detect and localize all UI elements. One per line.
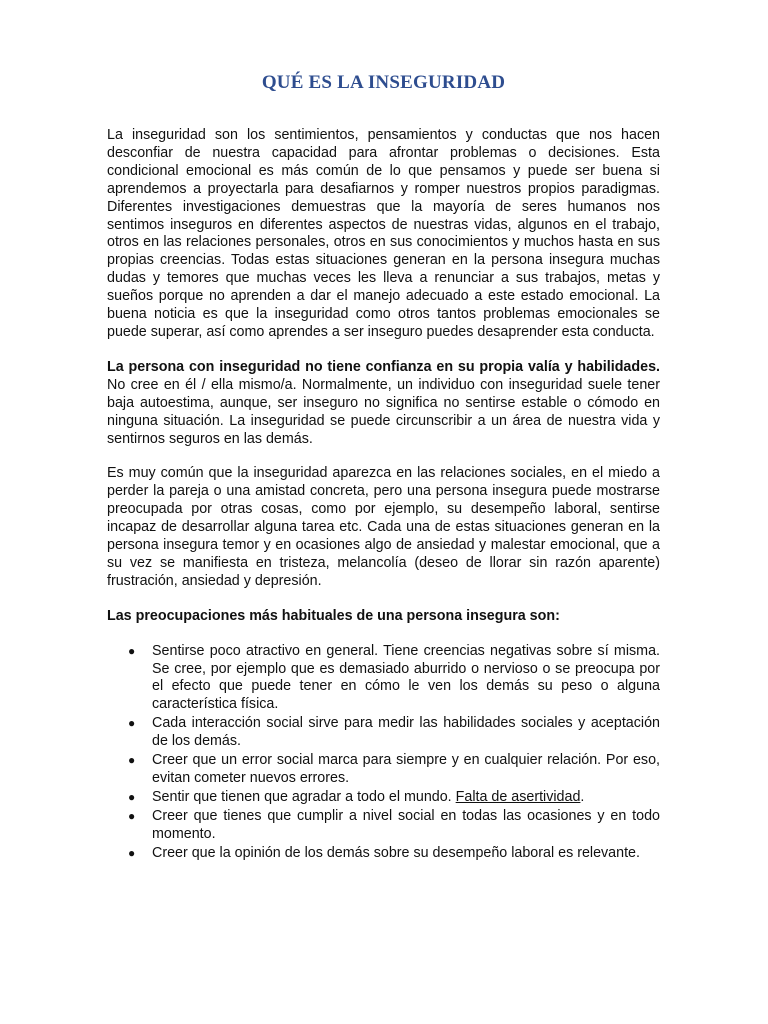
list-item — [107, 715, 660, 751]
list-item — [107, 789, 660, 807]
list-item-text: Creer que la opinión de los demás sobre su desempeño laboral es relevante. — [152, 844, 640, 861]
worries-list — [107, 643, 660, 863]
list-heading: Las preocupaciones más habituales de una persona insegura son: — [107, 607, 560, 624]
list-item-text: Cada interacción social sirve para medir las habilidades sociales y aceptación de los demás. — [152, 715, 660, 750]
bullet-icon: ● — [128, 808, 136, 823]
list-item-text: Sentir que tienen que agradar a todo el mundo. — [152, 788, 456, 805]
list-item-text: Creer que un error social marca para siempre y en cualquier relación. Por eso, evitan cometer nuevos errores. — [152, 752, 660, 786]
paragraph-intro: La inseguridad son los sentimientos, pensamientos y conductas que nos hacen desconfiar de nuestra capacidad para afrontar problemas o decisiones. Esta condicional emocional es más común de lo que pensamos y puede ser buena si aprendemos a proyectarla para desafiarnos y romper nuestros propios paradigmas. Diferentes investigaciones demuestras que la mayoría de seres humanos nos sentimos inseguros en diferentes aspectos de nuestras vidas, algunos en el trabajo, otros en las relaciones personales, otros en sus conocimientos y muchos hasta en sus propias creencias. Todas estas situaciones generan en la persona insegura muchas dudas y temores que muchas veces les lleva a renunciar a sus trabajos, metas y sueños porque no aprenden a dar el manejo adecuado a este estado emocional. La buena noticia es que la inseguridad como otros tantos problemas emocionales se puede superar, así como aprendes a ser inseguro puedes desaprender esta conducta. — [107, 127, 660, 340]
document-title: QUÉ ES LA INSEGURIDAD — [261, 72, 506, 93]
document-page — [107, 0, 660, 864]
list-item — [107, 845, 660, 863]
assertiveness-link[interactable]: Falta de asertividad — [455, 788, 581, 805]
list-item — [107, 752, 660, 788]
bullet-icon: ● — [128, 643, 136, 658]
list-item-text: Creer que tienes que cumplir a nivel social en todas las ocasiones y en todo momento. — [152, 807, 660, 842]
list-item — [107, 808, 660, 844]
paragraph-confidence — [107, 359, 660, 449]
list-item-text-end: . — [580, 788, 585, 805]
bullet-icon: ● — [128, 845, 136, 860]
paragraph-confidence-rest: No cree en él / ella mismo/a. Normalmente, un individuo con inseguridad suele tener baja autoestima, aunque, ser inseguro no significa no sentirse estable o cómodo en ninguna situación. La inseguridad se puede circunscribir a un área de nuestra vida y sentirnos seguros en las demás. — [107, 376, 660, 447]
list-item-text: Sentirse poco atractivo en general. Tiene creencias negativas sobre sí misma. Se cree, por ejemplo que es demasiado aburrido o nervioso o se preocupa por el efecto que puede tener en cómo le ven los demás su peso o alguna característica física. — [152, 642, 660, 713]
bullet-icon: ● — [128, 753, 136, 768]
paragraph-confidence-bold: La persona con inseguridad no tiene confianza en su propia valía y habilidades. — [107, 358, 660, 375]
bullet-icon: ● — [128, 716, 136, 731]
list-item — [107, 643, 660, 715]
paragraph-social: Es muy común que la inseguridad aparezca en las relaciones sociales, en el miedo a perder la pareja o una amistad concreta, pero una persona insegura puede mostrarse preocupada por otras cosas, como por ejemplo, su desempeño laboral, sentirse incapaz de desarrollar alguna tarea etc. Cada una de estas situaciones generan en la persona insegura temor y en ocasiones algo de ansiedad y malestar emocional, que a su vez se manifiesta en tristeza, melancolía (deseo de llorar sin razón aparente) frustración, ansiedad y depresión. — [107, 465, 660, 589]
bullet-icon: ● — [128, 789, 136, 804]
